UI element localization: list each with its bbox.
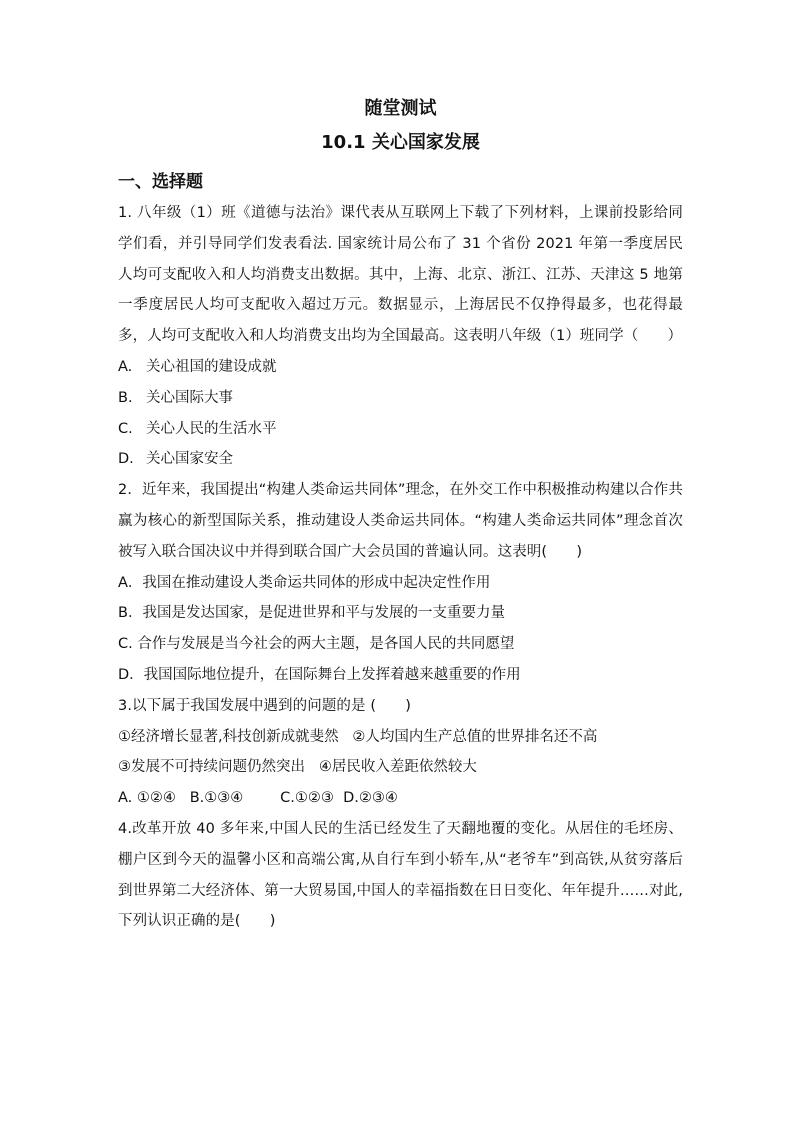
question-3-statements-line-1: ①经济增长显著,科技创新成就斐然 ②人均国内生产总值的世界排名还不高 (118, 728, 598, 745)
lesson-title: 10.1 关心国家发展 (321, 132, 480, 153)
question-2-option-d: D．我国国际地位提升，在国际舞台上发挥着越来越重要的作用 (118, 666, 521, 683)
section-heading: 一、选择题 (118, 172, 203, 192)
question-2-option-a: A．我国在推动建设人类命运共同体的形成中起决定性作用 (118, 574, 491, 591)
question-3-text: 3.以下属于我国发展中遇到的问题的是 ( ) (118, 697, 412, 714)
question-4-text: 4.改革开放 40 多年来,中国人民的生活已经发生了天翻地覆的变化。从居住的毛坯房、棚户区到今天的温馨小区和高端公寓,从自行车到小轿车,从“老爷车”到高铁,从贫穷落后到世界第二大经济体、第一大贸易国,中国人的幸福指数在日日变化、年年提升……对此,下列认识正确的是( ) (118, 820, 683, 930)
question-2-option-b: B．我国是发达国家，是促进世界和平与发展的一支重要力量 (118, 605, 505, 622)
document-page (118, 92, 683, 937)
question-2-option-c: C. 合作与发展是当今社会的两大主题，是各国人民的共同愿望 (118, 636, 515, 653)
question-1-option-b: B. 关心国际大事 (118, 389, 233, 406)
question-3-options: A. ①②④ B.①③④ C.①②③ D.②③④ (118, 790, 398, 807)
question-1-text: 1. 八年级（1）班《道德与法治》课代表从互联网上下载了下列材料，上课前投影给同学们看，并引导同学们发表看法. 国家统计局公布了 31 个省份 2021 年第一季度居民人均可支配收入和人均消费支出数据。其中，上海、北京、浙江、江苏、天津这 5 地第一季度居民人均可支配收入超过万元。数据显示，上海居民不仅挣得最多，也花得最多，人均可支配收入和人均消费支出均为全国最高。这表明八年级（1）班同学（ ） (118, 205, 683, 345)
question-1-option-c: C. 关心人民的生活水平 (118, 420, 277, 437)
page-title: 随堂测试 (364, 98, 437, 119)
question-1-option-a: A. 关心祖国的建设成就 (118, 358, 277, 375)
question-3-statements-line-2: ③发展不可持续问题仍然突出 ④居民收入差距依然较大 (118, 759, 477, 776)
question-2-text: 2．近年来，我国提出“构建人类命运共同体”理念，在外交工作中积极推动构建以合作共赢为核心的新型国际关系，推动建设人类命运共同体。“构建人类命运共同体”理念首次被写入联合国决议中并得到联合国广大会员国的普遍认同。这表明( ) (118, 482, 683, 560)
question-1-option-d: D. 关心国家安全 (118, 451, 233, 468)
